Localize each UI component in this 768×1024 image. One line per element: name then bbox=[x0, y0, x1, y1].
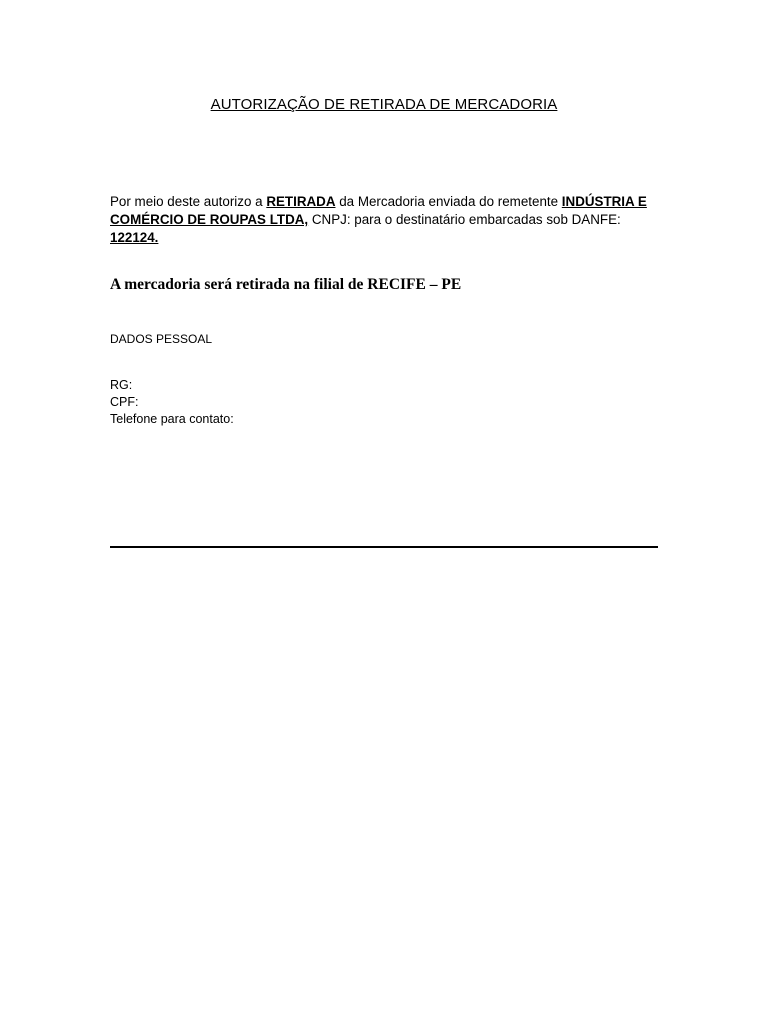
telefone-label: Telefone para contato: bbox=[110, 412, 234, 426]
retirada-keyword: RETIRADA bbox=[266, 194, 336, 209]
document-title: AUTORIZAÇÃO DE RETIRADA DE MERCADORIA bbox=[210, 96, 558, 113]
authorization-paragraph bbox=[110, 193, 660, 247]
rg-label: RG: bbox=[110, 378, 133, 392]
remetente-name: INDÚSTRIA E COMÉRCIO DE ROUPAS LTDA, bbox=[110, 194, 647, 227]
signature-line bbox=[110, 546, 658, 548]
dados-pessoal-heading: DADOS PESSOAL bbox=[110, 332, 213, 346]
paragraph-text-2: da Mercadoria enviada do remetente bbox=[335, 194, 562, 209]
danfe-number: 122124. bbox=[110, 230, 159, 245]
filial-statement: A mercadoria será retirada na filial de RECIFE – PE bbox=[110, 276, 462, 293]
paragraph-text-1: Por meio deste autorizo a bbox=[110, 194, 267, 209]
personal-fields bbox=[110, 377, 234, 428]
paragraph-text-3: CNPJ: para o destinatário embarcadas sob DANFE: bbox=[308, 212, 621, 227]
cpf-label: CPF: bbox=[110, 395, 139, 409]
